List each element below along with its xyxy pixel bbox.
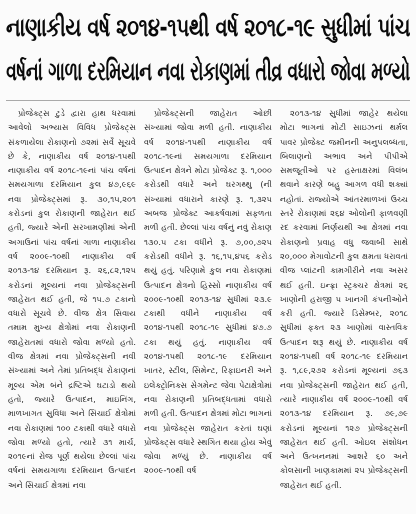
article-column-3 [280,106,408,508]
headline-line-1: નાણાકીય વર્ષ ૨૦૧૪-૧૫થી વર્ષ ૨૦૧૮-૧૯ સુધીમાં પાંચ [6,13,410,43]
column-2-text: પ્રોજેક્ટ્સની જાહેરાત ઓછી સંખ્યામાં જોવા મળી હતી. નાણાકીય વર્ષ ૨૦૧૪-૧૫થી નાણાકીય વર્ષ ૨૦૧૮-૧૯નાં સમયગાળા દરમિયાન ઉત્પાદન ક્ષેત્રને મોટા પ્રોજેક્ટ રૂ. ૧,૦૦૦ કરોડથી વધારે અને ઘરગથ્થુ (ની સંખ્યામાં વધારાને કારણે રૂ. ૧,૩૨૫ અબજ પ્રોજેક્ટ આકર્ષવામાં સફળતા મળી હતી. છેલ્લાં પાંચ વર્ષનું નવું રોકાણ ૧૩૦.૫ ટકા વધીને રૂ. ૭,૦૦,૭૨૫ કરોડથી વધીને રૂ. ૧૬,૧૫,૪૫૬ કરોડ થયું હતું. પરિણામે કુલ નવા રોકાણમાં ઉત્પાદન ક્ષેત્રનો હિસ્સો નાણાકીય વર્ષ ૨૦૦૯-૧૦થી ૨૦૧૩-૧૪ સુધીમાં ૨૩.૯ ટકાથી વધીને નાણાકીય વર્ષ ૨૦૧૪-૧૫થી ૨૦૧૮-૧૯ સુધીમાં ૪૭.૭ ટકા થયું હતું. નાણાકીય વર્ષ ૨૦૧૪-૧૫થી ૨૦૧૮-૧૯ દરમિયાન ખાતર, સ્ટીલ, સિમેન્ટ, રિફાઇનરી અને ઇલેક્ટ્રોનિક્સ સેગમેન્ટ જેવા પેટાક્ષેત્રોમાં નવા રોકાણની પ્રતિબદ્ધતામાં વધારો મળી હતી. ઉત્પાદન ક્ષેત્રમાં મોટા ભાગનાં નવા પ્રોજેક્ટ્સ જાહેરાત કરતાં ઘણાં પ્રોજેક્ટ્સ વધારે સ્થગિત થયા હોય એવું જોવા મળ્યું છે. નાણાકીય વર્ષ ૨૦૦૯-૧૦થી વર્ષ [144,108,272,476]
headline-divider [6,100,410,101]
headline [6,6,410,98]
article-column-2 [144,106,272,508]
article-body [8,106,408,508]
column-3-text: ૨૦૧૩-૧૪ સુધીમાં જાહેર થયેલા મોટા ભાગનાં મોટી સાઇઝનાં થર્મલ પાવર પ્રોજેક્ટ જમીનની અનુપલબ્ધતા, બિલાણનો અભાવ અને પીપીએ સમજૂતીઓ પર હસ્તાક્ષરમાં વિલંબ થવાને કારણે બહુ આગળ વધી શક્યાં નહોતાં. રાજ્યોએ આંતરમાળખાં ઉચ્ચ સ્તરે રોકાણમાં ૨૬૪ ઓલોની ફાળવણી રદ કરવામાં નિર્ણયથી આ ક્ષેત્રમાં નવા રોકાણનો પ્રવાહ વધુ જવાબી સાથે ૨૦,૦૦૦ મેગાવોટની કુલ ક્ષમતા ધરાવતાં વીજ પ્લાંટની કામગીરીને નવા અસર થઈ હતી. ઇન્ફ્રા સ્ટ્રક્ચર ક્ષેત્રમાં ૨૬ ખાણોની હરાજી ૫ ખાનગી કંપનીઓને કરી હતી. જ્યારે ડિસેમ્બર, ૨૦૧૮ સુધીમાં ફક્ત ૨૩ ખાણોમાં વાસ્તવિક ઉત્પાદન શરૂ થયું છે. નાણાકીય વર્ષ ૨૦૧૪-૧૫થી વર્ષ ૨૦૧૮-૧૯ દરમિયાન રૂ. ૧,૮૯,૨૭૨ કરોડનાં મૂલ્યનાં ૭૬૩ નવા પ્રોજેક્ટ્સની જાહેરાત થઈ હતી, ત્યારે નાણાકીય વર્ષ ૨૦૦૯-૧૦થી વર્ષ ૨૦૧૩-૧૪ દરમિયાન રૂ. ૭૯,૭૯ કરોડનાં મૂલ્યનાં ૧૨૭ પ્રોજેક્ટ્સની જાહેરાત થઈ હતી. ઓઇલ સંશોધન અને ઉત્ખનનમાં આશરે ૬૦ અને કોલસાની ખાણકામમાં ૨૫ પ્રોજેક્ટ્સની જાહેરાત થઈ હતી. [280,108,408,490]
article-column-1 [8,106,136,508]
column-1-text: પ્રોજેક્ટ્સ ટુડે દ્વારા હાથ ધરવામાં આવેલો અભ્યાસ વિવિધ પ્રોજેક્ટ્સ સંકળાયેલા રોકાણનો ૭૨માં સર્વે સૂચવે છે કે, નાણાકીય વર્ષ ૨૦૧૪-૧૫થી નાણાકીય વર્ષ ૨૦૧૮-૧૯નાં પાંચ વર્ષનાં સમયગાળા દરમિયાન કુલ ૪૭,૯૬૯ નવા પ્રોજેક્ટ્સમાં રૂ. ૩૦,૧૫,૨૦૧ કરોડનાં કુલ રોકાણની જાહેરાત થઈ હતી, જ્યારે એની સરખામણીમાં એની અગાઉનાં પાંચ વર્ષનાં ગાળા નાણાકીય વર્ષ ૨૦૦૯-૧૦થી નાણાકીય વર્ષ ૨૦૧૩-૧૪ દરમિયાન રૂ. ૨૬,૮૨,૧૨૫ કરોડનાં મૂલ્યનાં નવા પ્રોજેક્ટ્સની જાહેરાત થઈ હતી, જે ૧૫.૭ ટકાનો વધારો સૂચવે છે. વીજ ક્ષેત્ર સિવાય તમામ મુખ્ય ક્ષેત્રોમાં નવા રોકાણની જાહેરાતમાં વધારો જોવા મળ્યો હતો. વીજ ક્ષેત્રમાં નવા પ્રોજેક્ટ્સની નવી સંખ્યામાં અને તેમાં પ્રતિબદ્ધ રોકાણનાં મૂલ્ય એમ બંને દ્રષ્ટિએ ઘટાડો થયો હતો, જ્યારે ઉત્પાદન, માઇનિંગ, માળખાગત સુવિધા અને સિંચાઈ ક્ષેત્રોમાં નવા રોકાણમાં ૧૦૦ ટકાથી વધારે વધારો જોવા મળ્યો હતો, ત્યારે ૩૧ માર્ચ, ૨૦૧૯નાં રોજ પૂર્ણ થયેલા છેલ્લાં પાંચ વર્ષનાં સમયગાળા દરમિયાન ઉત્પાદન અને સિંચાઈ ક્ષેત્રમાં નવા [8,108,136,490]
headline-line-2: વર્ષનાં ગાળા દરમિયાન નવા રોકાણમાં તીવ્ર વધારો જોવા મળ્યો [6,57,410,87]
